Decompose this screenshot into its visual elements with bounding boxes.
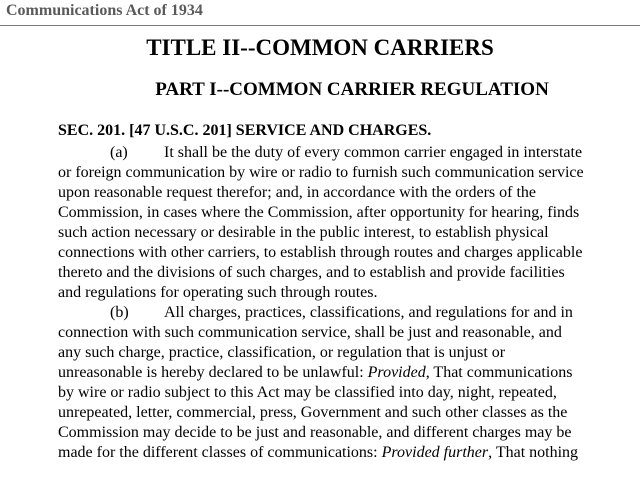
paragraph-b-line: connection with such communication service, shall be just and reasonable, and — [58, 324, 562, 341]
section-heading: SEC. 201. [47 U.S.C. 201] SERVICE AND CHARGES. — [58, 122, 432, 139]
paragraph-a-line: upon reasonable request therefor; and, in accordance with the orders of the — [58, 184, 537, 201]
header-rule — [0, 25, 640, 26]
paragraph-b-line — [58, 363, 624, 383]
paragraph-a-line: or foreign communication by wire or radio to furnish such communication service — [58, 164, 584, 181]
running-title: Communications Act of 1934 — [6, 2, 203, 19]
paragraph-a-line: Commission, in cases where the Commission, after opportunity for hearing, finds — [58, 204, 580, 221]
paragraph-b-line: Commission may decide to be just and reasonable, and different charges may be — [58, 424, 572, 441]
paragraph-a-line: connections with other carriers, to establish through routes and charges applicable — [58, 244, 583, 261]
paragraph-a-first-line — [58, 143, 624, 163]
paragraph-b-text: made for the different classes of communications: — [58, 444, 382, 461]
paragraph-a-text: It shall be the duty of every common carrier engaged in interstate — [164, 144, 583, 161]
paragraph-b-label: (b) — [110, 304, 129, 321]
section-body — [58, 143, 624, 463]
paragraph-b-text: , That nothing — [488, 444, 579, 461]
paragraph-b-line: by wire or radio subject to this Act may be classified into day, night, repeated, — [58, 384, 557, 401]
paragraph-b-line: unrepeated, letter, commercial, press, Government and such other classes as the — [58, 404, 568, 421]
paragraph-b-text: All charges, practices, classifications, and regulations for and in — [164, 304, 573, 321]
paragraph-b-line — [58, 443, 624, 463]
paragraph-a-line: such action necessary or desirable in the public interest, to establish physical — [58, 224, 549, 241]
paragraph-a-label: (a) — [110, 144, 128, 161]
title-heading: TITLE II--COMMON CARRIERS — [146, 35, 494, 60]
part-heading: PART I--COMMON CARRIER REGULATION — [155, 79, 549, 100]
paragraph-b-first-line — [58, 303, 624, 323]
paragraph-b-text: , That communications — [425, 364, 573, 381]
paragraph-b-line: any such charge, practice, classification, or regulation that is unjust or — [58, 344, 506, 361]
proviso-emphasis: Provided — [367, 364, 426, 381]
paragraph-a-line: thereto and the divisions of such charges, and to establish and provide facilities — [58, 264, 565, 281]
proviso-emphasis: Provided further — [381, 444, 489, 461]
paragraph-b-text: unreasonable is hereby declared to be unlawful: — [58, 364, 368, 381]
paragraph-a-line: and regulations for operating such through routes. — [58, 284, 378, 301]
